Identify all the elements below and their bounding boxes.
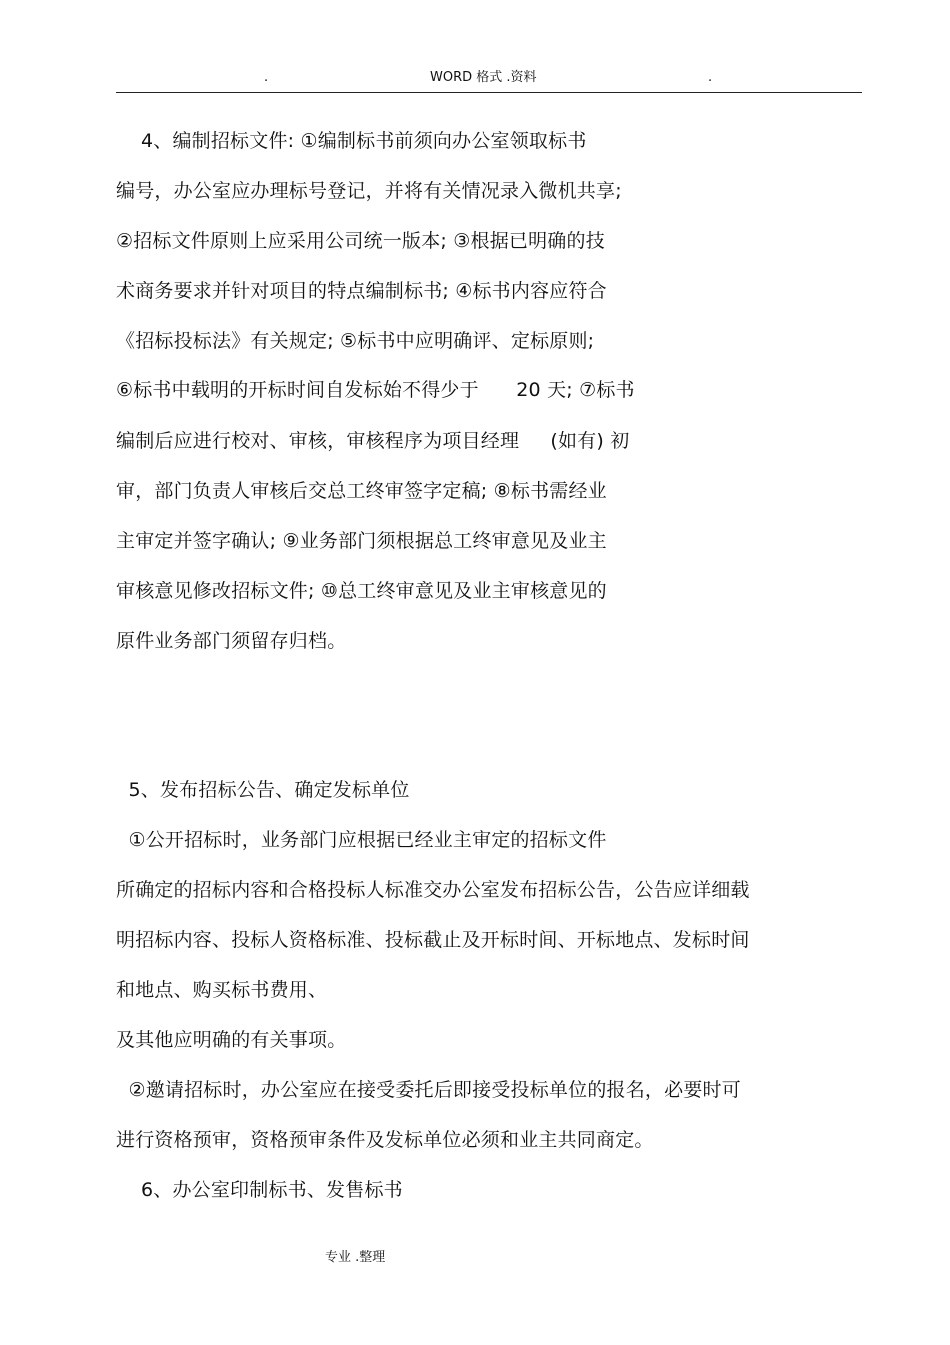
body-line: 进行资格预审，资格预审条件及发标单位必须和业主共同商定。 bbox=[116, 1129, 654, 1151]
section-heading: 6、办公室印制标书、发售标书 bbox=[116, 1179, 403, 1201]
body-line: 审，部门负责人审核后交总工终审签字定稿; ⑧标书需经业 bbox=[116, 480, 607, 502]
body-line: ②邀请招标时，办公室应在接受委托后即接受投标单位的报名，必要时可 bbox=[116, 1079, 741, 1101]
page-footer: 专业 .整理 bbox=[325, 1250, 386, 1265]
body-line: 4、编制招标文件: ①编制标书前须向办公室领取标书 bbox=[116, 130, 587, 152]
body-line: 审核意见修改招标文件; ⑩总工终审意见及业主审核意见的 bbox=[116, 580, 607, 602]
section-heading: 5、发布招标公告、确定发标单位 bbox=[116, 779, 410, 801]
header-right-mark: . bbox=[708, 70, 713, 85]
body-line: 编号，办公室应办理标号登记，并将有关情况录入微机共享; bbox=[116, 180, 622, 202]
body-line: 主审定并签字确认; ⑨业务部门须根据总工终审意见及业主 bbox=[116, 530, 607, 552]
header-title: WORD 格式 .资料 bbox=[430, 70, 537, 85]
body-line: 和地点、购买标书费用、 bbox=[116, 979, 328, 1001]
body-line: ⑥标书中载明的开标时间自发标始不得少于 20 天; ⑦标书 bbox=[116, 379, 635, 401]
header-left-mark: . bbox=[264, 70, 269, 85]
body-line: 术商务要求并针对项目的特点编制标书; ④标书内容应符合 bbox=[116, 280, 607, 302]
body-line: 及其他应明确的有关事项。 bbox=[116, 1029, 347, 1051]
body-line: 明招标内容、投标人资格标准、投标截止及开标时间、开标地点、发标时间 bbox=[116, 929, 750, 951]
body-line: 原件业务部门须留存归档。 bbox=[116, 630, 347, 652]
body-line: ①公开招标时，业务部门应根据已经业主审定的招标文件 bbox=[116, 829, 607, 851]
body-line: 编制后应进行校对、审核，审核程序为项目经理 (如有) 初 bbox=[116, 430, 630, 452]
page-header bbox=[116, 66, 862, 93]
body-line: 《招标投标法》有关规定; ⑤标书中应明确评、定标原则; bbox=[116, 330, 595, 352]
body-line: 所确定的招标内容和合格投标人标准交办公室发布招标公告，公告应详细载 bbox=[116, 879, 750, 901]
body-line: ②招标文件原则上应采用公司统一版本; ③根据已明确的技 bbox=[116, 230, 605, 252]
